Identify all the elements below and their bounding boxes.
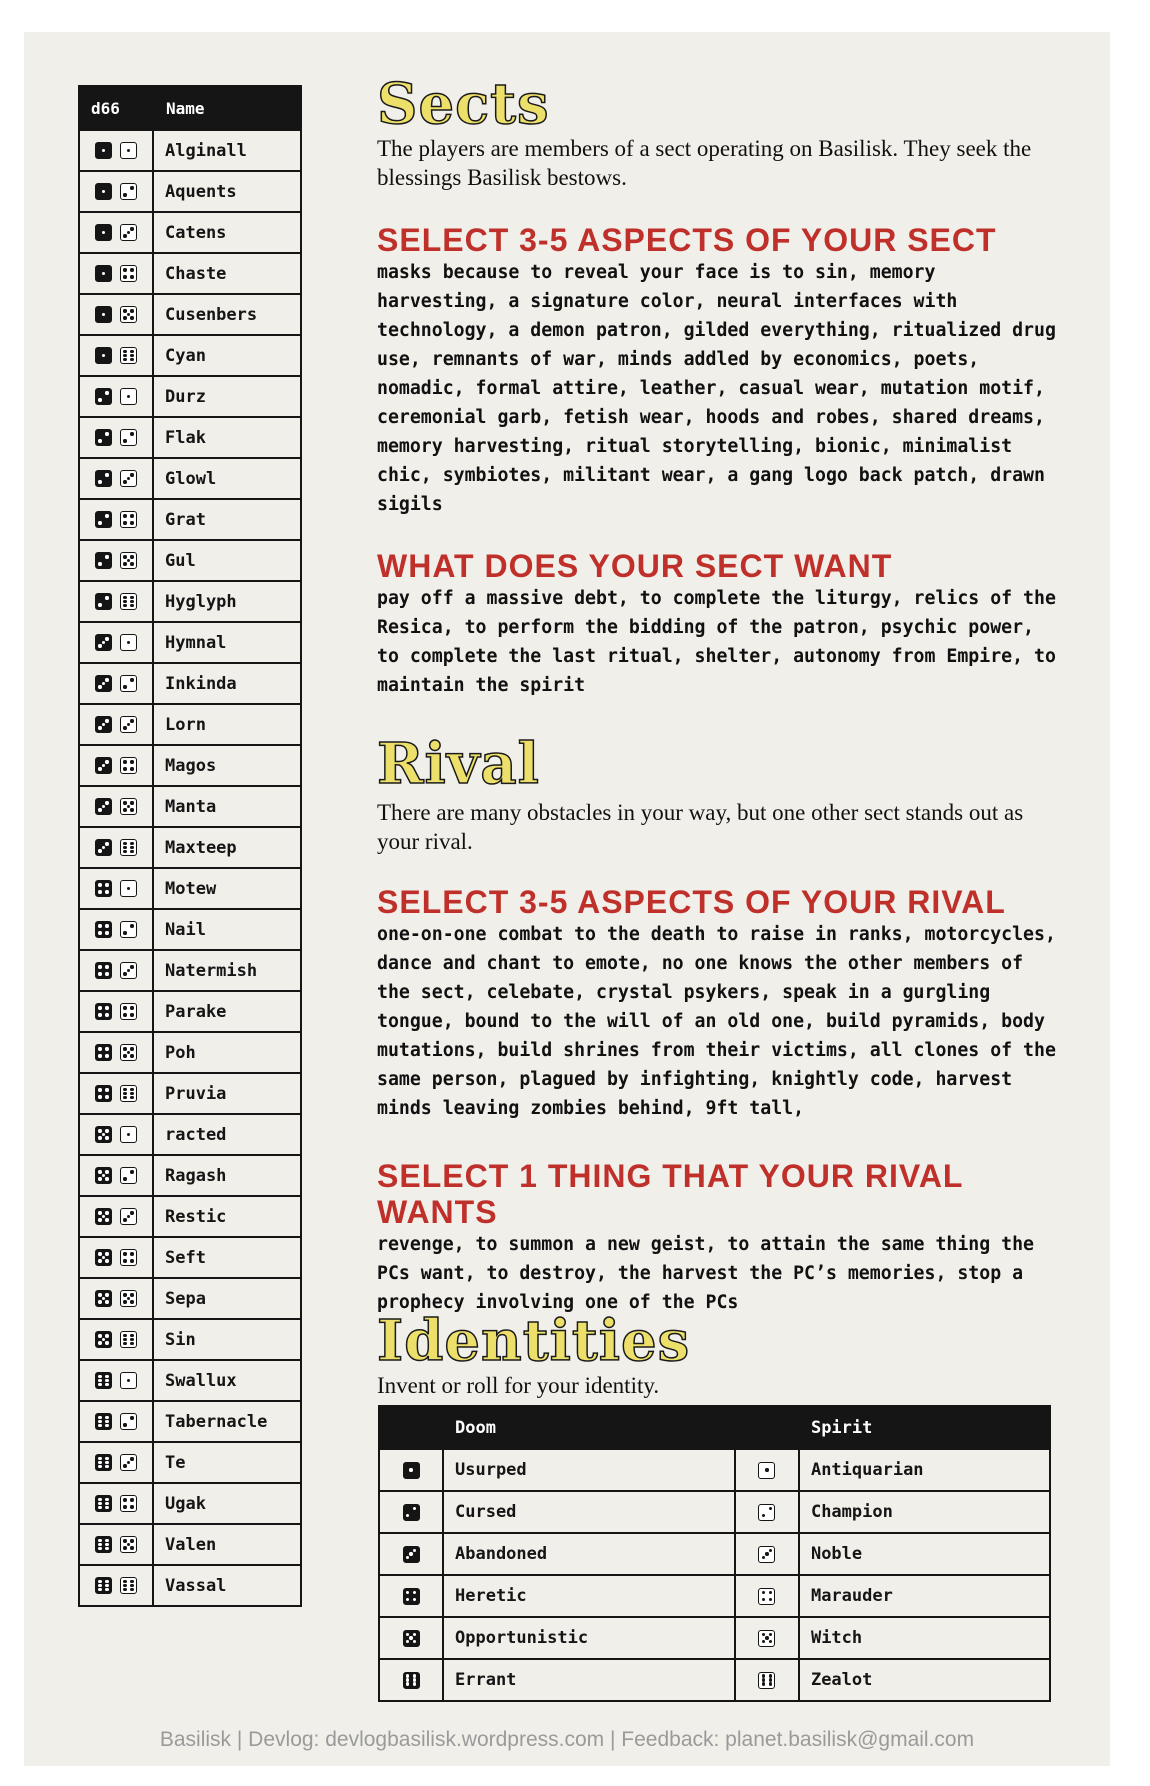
sect-aspects-block xyxy=(377,222,1057,519)
dark-die-icon xyxy=(95,1331,112,1348)
d66-table-row xyxy=(79,1196,301,1237)
dark-die-icon xyxy=(403,1672,420,1689)
d66-dice-cell xyxy=(79,1401,153,1442)
doom-cell: Abandoned xyxy=(443,1533,735,1575)
d66-dice-cell xyxy=(79,1032,153,1073)
d66-dice-cell xyxy=(79,417,153,458)
light-die-icon xyxy=(120,675,137,692)
sect-name-cell: Natermish xyxy=(153,950,301,991)
d66-dice-cell xyxy=(79,130,153,171)
dark-die-icon xyxy=(95,839,112,856)
sects-intro: The players are members of a sect operating on Basilisk. They seek the blessings Basilisk bestows. xyxy=(377,136,1032,190)
sect-name-cell: Lorn xyxy=(153,704,301,745)
light-die-icon xyxy=(120,634,137,651)
light-die-icon xyxy=(120,1454,137,1471)
d66-table-row xyxy=(79,704,301,745)
rival-wants-text: revenge, to summon a new geist, to attain the same thing the PCs want, to destroy, the harvest the PC’s memories, stop a prophecy involving one of the PCs xyxy=(377,1234,1034,1313)
d66-table-row xyxy=(79,376,301,417)
dark-die-icon xyxy=(95,1413,112,1430)
d66-dice-cell xyxy=(79,704,153,745)
sect-wants-block xyxy=(377,548,1057,700)
light-die-icon xyxy=(120,1126,137,1143)
sect-aspects-text: masks because to reveal your face is to sin, memory harvesting, a signature color, neural interfaces with technology, a demon patron, gilded everything, ritualized drug use, remnants of war, minds addled by economics, poets, nomadic, formal attire, leather, casual wear, mutation motif, ceremonial garb, fetish wear, hoods and robes, shared dreams, memory harvesting, ritual storytelling, bionic, minimalist chic, symbiotes, militant wear, a gang logo back patch, drawn sigils xyxy=(377,262,1056,515)
d66-table-row xyxy=(79,335,301,376)
d66-dice-cell xyxy=(79,950,153,991)
d66-table-body xyxy=(79,130,301,1606)
dark-die-icon xyxy=(95,1290,112,1307)
d66-dice-cell xyxy=(79,1483,153,1524)
dark-die-icon xyxy=(95,1044,112,1061)
d66-dice-cell xyxy=(79,1565,153,1606)
d66-name-table xyxy=(78,85,302,1607)
sect-name-cell: Aquents xyxy=(153,171,301,212)
d66-table-row xyxy=(79,294,301,335)
light-die-icon xyxy=(120,880,137,897)
identities-table-row xyxy=(379,1659,1050,1701)
sects-section xyxy=(377,71,1057,192)
sect-name-cell: Pruvia xyxy=(153,1073,301,1114)
sect-name-cell: Valen xyxy=(153,1524,301,1565)
sect-wants-heading: WHAT DOES YOUR SECT WANT xyxy=(377,548,893,584)
d66-table-row xyxy=(79,253,301,294)
rival-wants-heading: SELECT 1 THING THAT YOUR RIVAL WANTS xyxy=(377,1158,963,1230)
identities-intro: Invent or roll for your identity. xyxy=(377,1373,660,1398)
spirit-cell: Champion xyxy=(799,1491,1050,1533)
d66-dice-cell xyxy=(79,663,153,704)
identities-table-row xyxy=(379,1617,1050,1659)
sect-name-cell: Catens xyxy=(153,212,301,253)
doom-die-cell xyxy=(379,1617,443,1659)
spirit-header: Spirit xyxy=(799,1406,1050,1449)
light-die-icon xyxy=(758,1504,775,1521)
sect-name-cell: Motew xyxy=(153,868,301,909)
d66-table-row xyxy=(79,171,301,212)
d66-dice-cell xyxy=(79,1442,153,1483)
sect-name-cell: Alginall xyxy=(153,130,301,171)
light-die-icon xyxy=(120,593,137,610)
dark-die-icon xyxy=(95,1372,112,1389)
d66-dice-cell xyxy=(79,622,153,663)
d66-table-row xyxy=(79,130,301,171)
d66-dice-cell xyxy=(79,458,153,499)
light-die-icon xyxy=(120,470,137,487)
sects-title: Sects xyxy=(377,71,550,137)
light-die-icon xyxy=(758,1588,775,1605)
dark-die-icon xyxy=(95,880,112,897)
d66-dice-cell xyxy=(79,376,153,417)
dark-die-icon xyxy=(95,388,112,405)
d66-table-row xyxy=(79,417,301,458)
dark-die-icon xyxy=(95,142,112,159)
d66-dice-cell xyxy=(79,1155,153,1196)
d66-table-row xyxy=(79,827,301,868)
doom-cell: Usurped xyxy=(443,1449,735,1491)
spirit-cell: Marauder xyxy=(799,1575,1050,1617)
sect-name-cell: Cusenbers xyxy=(153,294,301,335)
light-die-icon xyxy=(120,1208,137,1225)
light-die-icon xyxy=(120,183,137,200)
light-die-icon xyxy=(120,511,137,528)
sect-aspects-heading: SELECT 3-5 ASPECTS OF YOUR SECT xyxy=(377,222,997,258)
d66-dice-cell xyxy=(79,1114,153,1155)
d66-dice-cell xyxy=(79,540,153,581)
rival-aspects-text: one-on-one combat to the death to raise in ranks, motorcycles, dance and chant to emote, no one knows the other members of the sect, celebate, crystal psykers, speak in a gurgling tongue, bound to the will of an old one, build pyramids, body mutations, build shrines from their victims, all clones of the same person, plagued by infighting, knightly code, harvest minds leaving zombies behind, 9ft tall, xyxy=(377,924,1056,1119)
dark-die-icon xyxy=(95,716,112,733)
spirit-cell: Zealot xyxy=(799,1659,1050,1701)
dark-die-icon xyxy=(95,1536,112,1553)
light-die-icon xyxy=(120,347,137,364)
d66-table-row xyxy=(79,909,301,950)
light-die-icon xyxy=(120,1495,137,1512)
d66-table-row xyxy=(79,540,301,581)
d66-dice-cell xyxy=(79,1524,153,1565)
dark-die-icon xyxy=(95,429,112,446)
identities-table-row xyxy=(379,1491,1050,1533)
d66-table-row xyxy=(79,1237,301,1278)
identities-table-row xyxy=(379,1449,1050,1491)
light-die-icon xyxy=(120,1413,137,1430)
d66-name-header: Name xyxy=(153,86,301,130)
light-die-icon xyxy=(120,1372,137,1389)
d66-table-row xyxy=(79,1360,301,1401)
d66-dice-cell xyxy=(79,909,153,950)
d66-table-row xyxy=(79,1278,301,1319)
d66-table-row xyxy=(79,868,301,909)
dark-die-icon xyxy=(95,511,112,528)
light-die-icon xyxy=(120,1331,137,1348)
sect-name-cell: Swallux xyxy=(153,1360,301,1401)
light-die-icon xyxy=(120,388,137,405)
sect-name-cell: Sin xyxy=(153,1319,301,1360)
dark-die-icon xyxy=(95,1577,112,1594)
rival-intro: There are many obstacles in your way, but one other sect stands out as your rival. xyxy=(377,800,1024,854)
d66-table-row xyxy=(79,1483,301,1524)
light-die-icon xyxy=(120,962,137,979)
sect-name-cell: Manta xyxy=(153,786,301,827)
doom-cell: Heretic xyxy=(443,1575,735,1617)
dark-die-icon xyxy=(95,634,112,651)
light-die-icon xyxy=(120,839,137,856)
sect-name-cell: Sepa xyxy=(153,1278,301,1319)
sect-name-cell: Seft xyxy=(153,1237,301,1278)
sect-name-cell: racted xyxy=(153,1114,301,1155)
dark-die-icon xyxy=(95,1454,112,1471)
d66-roll-header: d66 xyxy=(79,86,153,130)
spirit-cell: Noble xyxy=(799,1533,1050,1575)
sect-name-cell: Te xyxy=(153,1442,301,1483)
d66-table-row xyxy=(79,458,301,499)
rival-aspects-heading: SELECT 3-5 ASPECTS OF YOUR RIVAL xyxy=(377,884,1006,920)
dark-die-icon xyxy=(403,1504,420,1521)
dark-die-icon xyxy=(95,347,112,364)
d66-dice-cell xyxy=(79,745,153,786)
dark-die-icon xyxy=(95,306,112,323)
dark-die-icon xyxy=(95,1495,112,1512)
doom-die-cell xyxy=(379,1659,443,1701)
sect-name-cell: Vassal xyxy=(153,1565,301,1606)
d66-dice-cell xyxy=(79,335,153,376)
d66-table-row xyxy=(79,663,301,704)
light-die-icon xyxy=(120,142,137,159)
light-die-icon xyxy=(758,1462,775,1479)
doom-cell: Errant xyxy=(443,1659,735,1701)
sect-name-cell: Cyan xyxy=(153,335,301,376)
sect-name-cell: Tabernacle xyxy=(153,1401,301,1442)
light-die-icon xyxy=(120,265,137,282)
spirit-roll-header xyxy=(735,1406,799,1449)
doom-die-cell xyxy=(379,1533,443,1575)
spirit-die-cell xyxy=(735,1659,799,1701)
spirit-die-cell xyxy=(735,1617,799,1659)
dark-die-icon xyxy=(95,1126,112,1143)
d66-dice-cell xyxy=(79,212,153,253)
sect-name-cell: Ragash xyxy=(153,1155,301,1196)
d66-table-row xyxy=(79,1155,301,1196)
d66-dice-cell xyxy=(79,1073,153,1114)
d66-table-row xyxy=(79,950,301,991)
d66-table-row xyxy=(79,622,301,663)
sect-name-cell: Flak xyxy=(153,417,301,458)
identities-table-row xyxy=(379,1575,1050,1617)
d66-dice-cell xyxy=(79,581,153,622)
d66-table-row xyxy=(79,581,301,622)
light-die-icon xyxy=(758,1672,775,1689)
d66-table-row xyxy=(79,1565,301,1606)
sect-wants-text: pay off a massive debt, to complete the liturgy, relics of the Resica, to perform the bidding of the patron, psychic power, to complete the last ritual, shelter, autonomy from Empire, to maintain the spirit xyxy=(377,588,1056,696)
light-die-icon xyxy=(120,1085,137,1102)
doom-die-cell xyxy=(379,1491,443,1533)
light-die-icon xyxy=(120,1167,137,1184)
d66-dice-cell xyxy=(79,1360,153,1401)
doom-die-cell xyxy=(379,1575,443,1617)
dark-die-icon xyxy=(95,1249,112,1266)
sect-name-cell: Hymnal xyxy=(153,622,301,663)
light-die-icon xyxy=(120,224,137,241)
dark-die-icon xyxy=(403,1588,420,1605)
d66-table-row xyxy=(79,499,301,540)
d66-dice-cell xyxy=(79,1278,153,1319)
doom-header: Doom xyxy=(443,1406,735,1449)
d66-dice-cell xyxy=(79,786,153,827)
dark-die-icon xyxy=(95,593,112,610)
doom-die-cell xyxy=(379,1449,443,1491)
identities-title: Identities xyxy=(377,1308,691,1374)
rival-section xyxy=(377,731,1057,856)
light-die-icon xyxy=(120,921,137,938)
light-die-icon xyxy=(120,306,137,323)
d66-dice-cell xyxy=(79,1319,153,1360)
dark-die-icon xyxy=(95,1167,112,1184)
identities-table-body xyxy=(379,1449,1050,1701)
spirit-cell: Antiquarian xyxy=(799,1449,1050,1491)
sect-name-cell: Magos xyxy=(153,745,301,786)
sect-name-cell: Hyglyph xyxy=(153,581,301,622)
d66-dice-cell xyxy=(79,294,153,335)
light-die-icon xyxy=(120,1003,137,1020)
dark-die-icon xyxy=(95,470,112,487)
d66-dice-cell xyxy=(79,171,153,212)
sect-name-cell: Inkinda xyxy=(153,663,301,704)
d66-dice-cell xyxy=(79,253,153,294)
d66-table-row xyxy=(79,1073,301,1114)
d66-dice-cell xyxy=(79,991,153,1032)
sect-name-cell: Ugak xyxy=(153,1483,301,1524)
light-die-icon xyxy=(120,1044,137,1061)
dark-die-icon xyxy=(403,1462,420,1479)
sect-name-cell: Restic xyxy=(153,1196,301,1237)
sect-name-cell: Parake xyxy=(153,991,301,1032)
light-die-icon xyxy=(120,1249,137,1266)
d66-table-row xyxy=(79,991,301,1032)
light-die-icon xyxy=(120,1536,137,1553)
d66-table-row xyxy=(79,1319,301,1360)
d66-table-row xyxy=(79,1032,301,1073)
spirit-die-cell xyxy=(735,1575,799,1617)
light-die-icon xyxy=(120,716,137,733)
dark-die-icon xyxy=(95,962,112,979)
dark-die-icon xyxy=(95,183,112,200)
page-footer: Basilisk | Devlog: devlogbasilisk.wordpress.com | Feedback: planet.basilisk@gmail.com xyxy=(159,1728,975,1751)
dark-die-icon xyxy=(95,675,112,692)
d66-table-row xyxy=(79,786,301,827)
light-die-icon xyxy=(758,1630,775,1647)
rival-aspects-block xyxy=(377,884,1057,1123)
light-die-icon xyxy=(120,1577,137,1594)
rival-title: Rival xyxy=(377,731,540,797)
sect-name-cell: Durz xyxy=(153,376,301,417)
dark-die-icon xyxy=(95,224,112,241)
dark-die-icon xyxy=(95,757,112,774)
d66-table-row xyxy=(79,1401,301,1442)
sect-name-cell: Chaste xyxy=(153,253,301,294)
sect-name-cell: Poh xyxy=(153,1032,301,1073)
spirit-die-cell xyxy=(735,1491,799,1533)
d66-table-row xyxy=(79,212,301,253)
d66-dice-cell xyxy=(79,868,153,909)
d66-table-row xyxy=(79,745,301,786)
dark-die-icon xyxy=(95,1208,112,1225)
spirit-die-cell xyxy=(735,1533,799,1575)
dark-die-icon xyxy=(95,552,112,569)
identities-section xyxy=(377,1308,1057,1400)
identities-header-row xyxy=(379,1406,1050,1449)
d66-header-row xyxy=(79,86,301,130)
dark-die-icon xyxy=(95,921,112,938)
light-die-icon xyxy=(120,429,137,446)
dark-die-icon xyxy=(95,1003,112,1020)
spirit-die-cell xyxy=(735,1449,799,1491)
dark-die-icon xyxy=(403,1630,420,1647)
light-die-icon xyxy=(120,1290,137,1307)
d66-table-row xyxy=(79,1442,301,1483)
doom-cell: Cursed xyxy=(443,1491,735,1533)
sect-name-cell: Glowl xyxy=(153,458,301,499)
doom-roll-header xyxy=(379,1406,443,1449)
dark-die-icon xyxy=(95,798,112,815)
dark-die-icon xyxy=(403,1546,420,1563)
d66-table-row xyxy=(79,1114,301,1155)
sect-name-cell: Maxteep xyxy=(153,827,301,868)
sect-name-cell: Grat xyxy=(153,499,301,540)
dark-die-icon xyxy=(95,1085,112,1102)
light-die-icon xyxy=(120,757,137,774)
d66-table-row xyxy=(79,1524,301,1565)
d66-dice-cell xyxy=(79,1237,153,1278)
d66-dice-cell xyxy=(79,499,153,540)
spirit-cell: Witch xyxy=(799,1617,1050,1659)
light-die-icon xyxy=(758,1546,775,1563)
sect-name-cell: Nail xyxy=(153,909,301,950)
rival-wants-block xyxy=(377,1158,1057,1317)
identities-table-row xyxy=(379,1533,1050,1575)
light-die-icon xyxy=(120,798,137,815)
d66-dice-cell xyxy=(79,1196,153,1237)
sect-name-cell: Gul xyxy=(153,540,301,581)
light-die-icon xyxy=(120,552,137,569)
identities-table xyxy=(378,1405,1051,1702)
d66-dice-cell xyxy=(79,827,153,868)
dark-die-icon xyxy=(95,265,112,282)
doom-cell: Opportunistic xyxy=(443,1617,735,1659)
